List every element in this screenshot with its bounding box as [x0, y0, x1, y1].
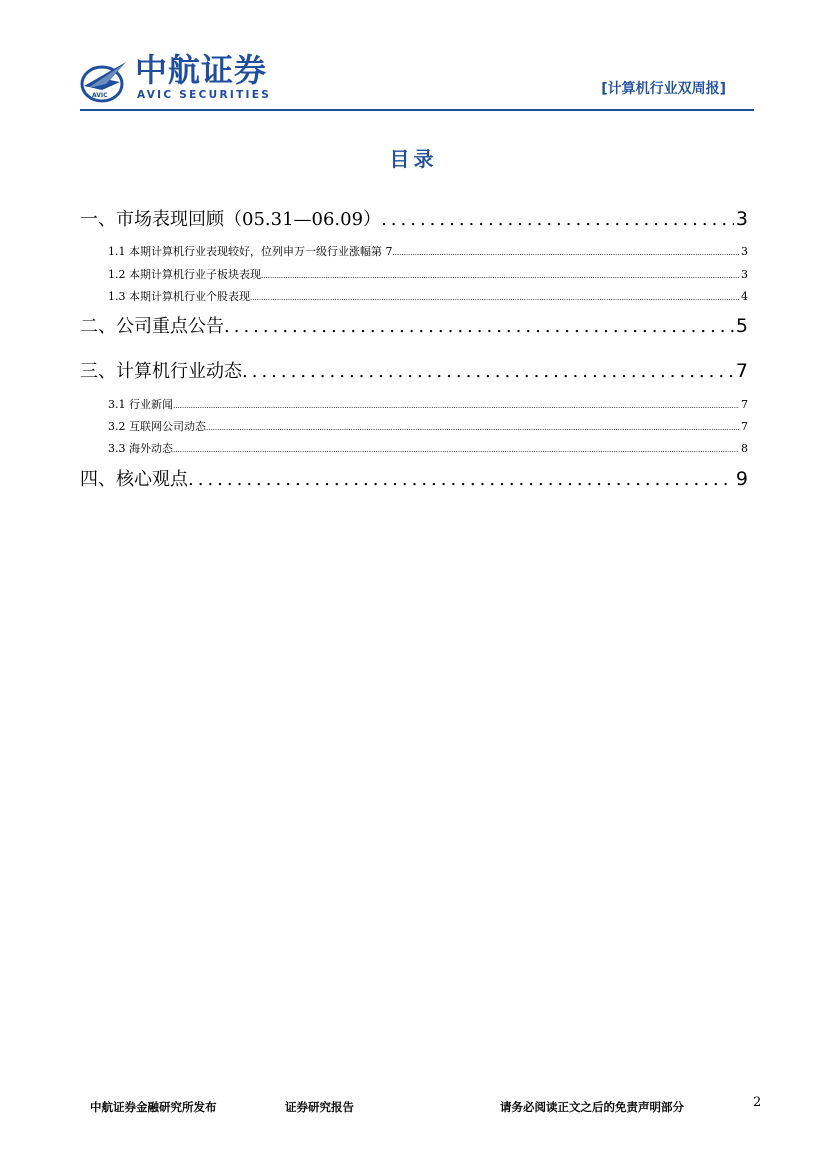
toc-entry-text: 一、市场表现回顾（05.31—06.09）	[80, 209, 382, 230]
toc-leader-dots	[392, 246, 739, 260]
toc-entry-page: 3	[741, 268, 748, 281]
toc-entry[interactable]	[108, 268, 748, 283]
toc-entry-page: 5	[735, 315, 748, 337]
page-header	[80, 50, 754, 110]
toc-leader-dots	[173, 399, 739, 413]
logo-mark-text: AVIC	[92, 92, 108, 99]
toc-entry-text: 1.3 本期计算机行业个股表现	[108, 290, 250, 303]
toc-entry-text: 3.3 海外动态	[108, 442, 173, 455]
toc-entry-page: 3	[741, 245, 748, 258]
toc-leader-dots	[224, 315, 734, 339]
brand-name-cn: 中航证券	[135, 51, 268, 89]
toc-entry[interactable]	[80, 314, 748, 339]
toc-entry[interactable]	[108, 420, 748, 435]
toc-leader-dots	[206, 421, 739, 435]
toc-leader-dots	[250, 291, 739, 305]
toc-entry[interactable]	[80, 207, 748, 232]
toc-title: 目录	[389, 147, 438, 171]
toc-entry[interactable]	[80, 359, 748, 384]
toc-entry-page: 7	[735, 360, 748, 382]
toc-entry[interactable]	[80, 467, 748, 492]
avic-logo-icon	[80, 56, 128, 104]
toc-leader-dots	[381, 208, 734, 232]
toc-entry-text: 1.2 本期计算机行业子板块表现	[108, 268, 261, 281]
toc-entry[interactable]	[108, 290, 748, 305]
toc-entry-page: 3	[735, 208, 748, 230]
header-divider	[80, 109, 754, 111]
page-footer	[90, 1097, 770, 1117]
toc-entry[interactable]	[108, 245, 748, 260]
toc-entry-page: 4	[741, 290, 748, 303]
toc-entry-text: 3.2 互联网公司动态	[108, 420, 206, 433]
toc-leader-dots	[173, 443, 739, 457]
toc-entry-text: 二、公司重点公告	[80, 316, 224, 337]
toc-leader-dots	[242, 360, 734, 384]
toc-entry-page: 8	[741, 442, 748, 455]
footer-disclaimer: 请务必阅读正文之后的免责声明部分	[500, 1100, 684, 1114]
report-category-tag: [计算机行业双周报]	[601, 81, 726, 97]
toc-entry-page: 7	[741, 420, 748, 433]
brand-name-en: AVIC SECURITIES	[137, 89, 272, 101]
toc-entry-text: 三、计算机行业动态	[80, 361, 242, 382]
toc-entry-page: 9	[735, 468, 748, 490]
toc-entry-text: 四、核心观点	[80, 469, 188, 490]
footer-publisher: 中航证券金融研究所发布	[90, 1100, 217, 1114]
toc-entry-text: 3.1 行业新闻	[108, 398, 173, 411]
page-number: 2	[753, 1095, 762, 1110]
toc-leader-dots	[188, 468, 734, 492]
footer-report-type: 证券研究报告	[285, 1100, 354, 1114]
toc-entry[interactable]	[108, 442, 748, 457]
toc-leader-dots	[261, 269, 739, 283]
toc-entry-page: 7	[741, 398, 748, 411]
toc-entry-text: 1.1 本期计算机行业表现较好，位列申万一级行业涨幅第 7	[108, 245, 393, 258]
toc-entry[interactable]	[108, 398, 748, 413]
